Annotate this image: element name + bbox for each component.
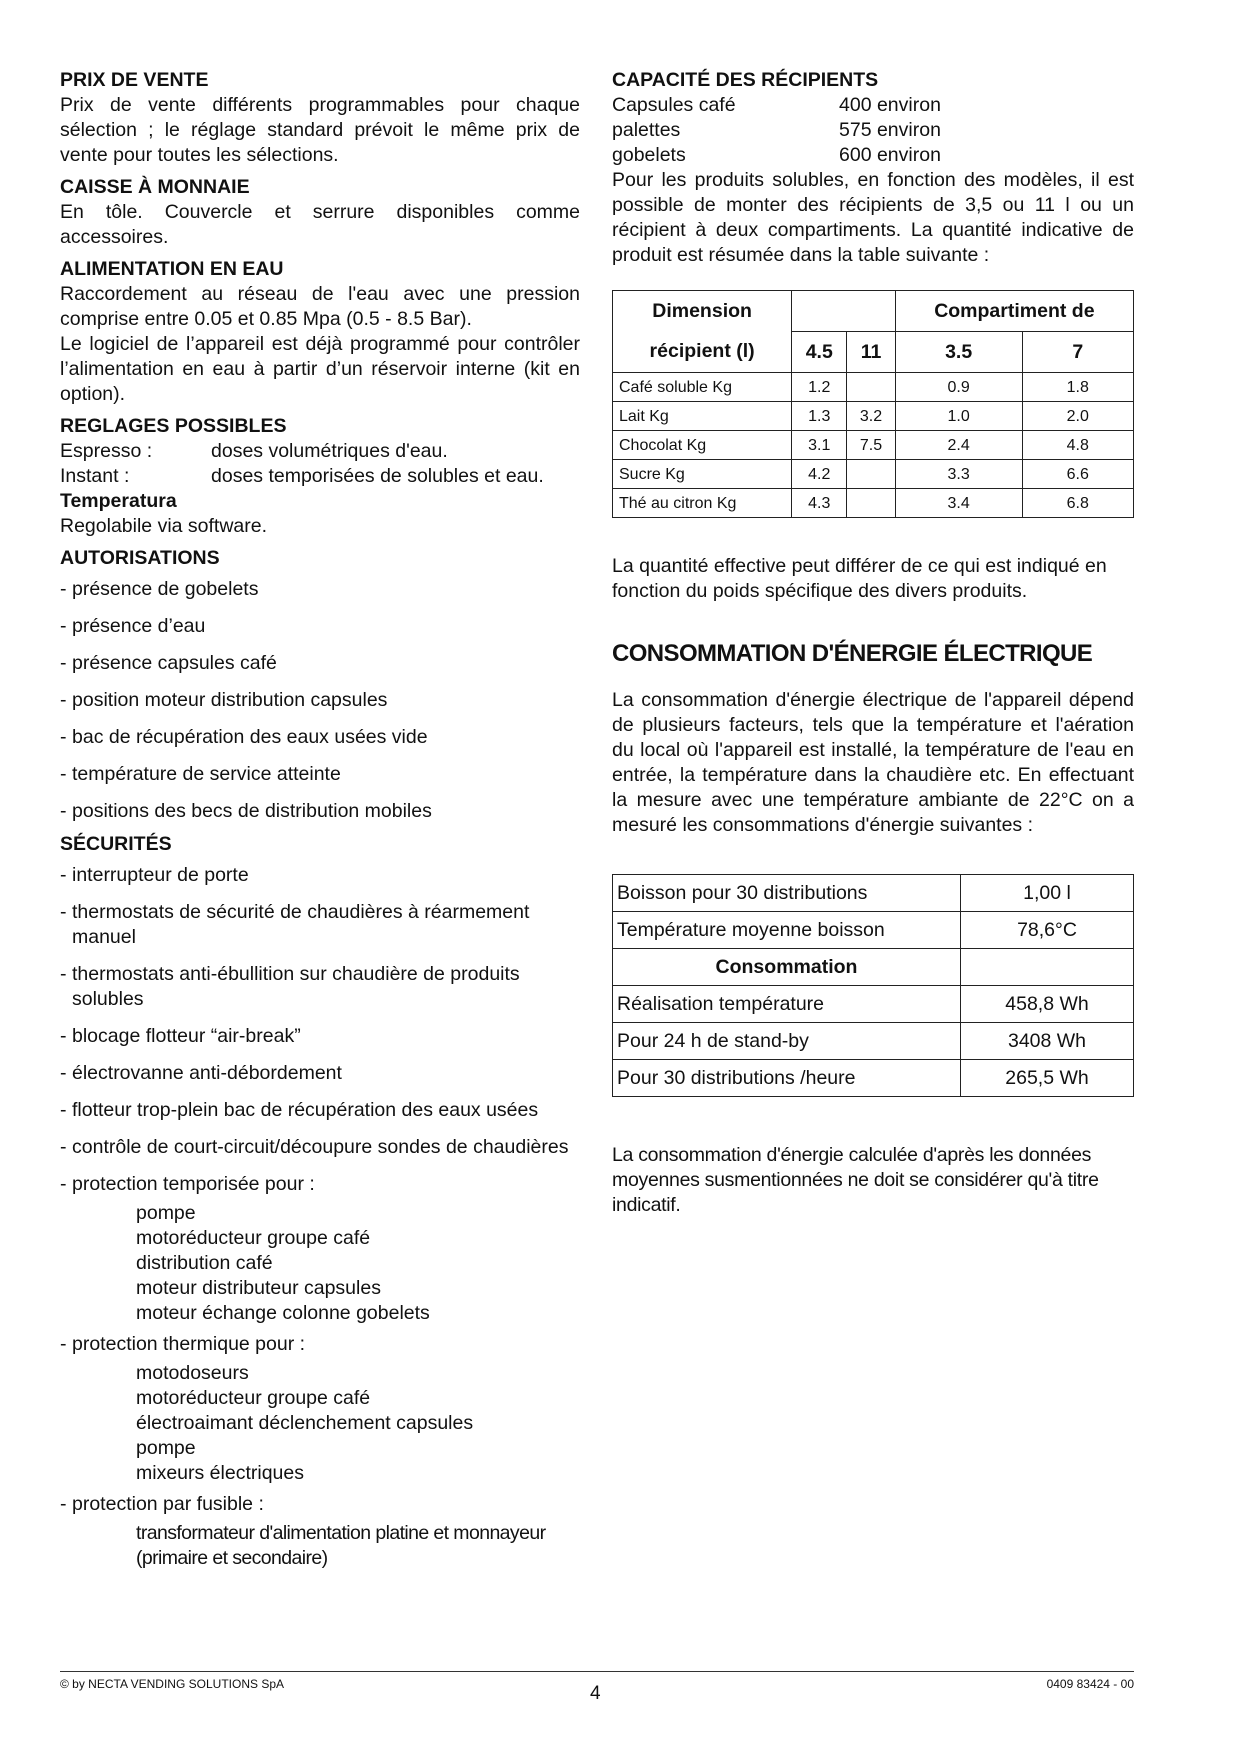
reglage-key: Instant : bbox=[60, 465, 130, 487]
header-col: 11 bbox=[847, 332, 895, 373]
sub-item: motodoseurs bbox=[136, 1362, 249, 1384]
sub-list-temporisee bbox=[60, 1201, 580, 1326]
table-row: Réalisation température 458,8 Wh bbox=[613, 986, 1134, 1023]
list-item: - position moteur distribution capsules bbox=[60, 689, 388, 711]
list-item: - température de service atteinte bbox=[60, 763, 341, 785]
heading-energie: CONSOMMATION D'ÉNERGIE ÉLECTRIQUE bbox=[612, 640, 1093, 667]
sub-item: pompe bbox=[136, 1437, 196, 1459]
header-recipient: récipient (l) bbox=[613, 332, 792, 373]
header-dimension: Dimension bbox=[613, 291, 792, 332]
right-column bbox=[612, 68, 1134, 1218]
sub-item: mixeurs électriques bbox=[136, 1462, 304, 1484]
section-prix bbox=[60, 68, 580, 168]
heading-prix: PRIX DE VENTE bbox=[60, 69, 209, 91]
header-col: 4.5 bbox=[792, 332, 847, 373]
header-col: 7 bbox=[1022, 332, 1133, 373]
sub-list-fusible bbox=[60, 1521, 580, 1571]
capacity-row: palettes 575 environ bbox=[612, 119, 941, 141]
sub-item: pompe bbox=[136, 1202, 196, 1224]
list-item: - contrôle de court-circuit/découpure sondes de chaudières bbox=[60, 1136, 569, 1158]
capacite-text: Pour les produits solubles, en fonction des modèles, il est possible de monter des récipients de 3,5 ou 11 l ou un récipient à deux compartiments. La quantité indicative de produit est résumée dans la table suivante : bbox=[612, 169, 1134, 266]
section-reglages bbox=[60, 414, 580, 539]
temperatura-text: Regolabile via software. bbox=[60, 515, 268, 537]
list-item: - thermostats de sécurité de chaudières à réarmement manuel bbox=[60, 901, 530, 948]
capacity-row: Capsules café 400 environ bbox=[612, 94, 941, 116]
page-number: 4 bbox=[590, 1683, 601, 1704]
prix-text: Prix de vente différents programmables pour chaque sélection ; le réglage standard prévoit le même prix de vente pour toutes les sélections. bbox=[60, 94, 580, 166]
sub-item: moteur distributeur capsules bbox=[136, 1277, 381, 1299]
sub-item: motoréducteur groupe café bbox=[136, 1387, 371, 1409]
section-securites bbox=[60, 832, 580, 1571]
heading-autorisations: AUTORISATIONS bbox=[60, 547, 220, 569]
table-row: Température moyenne boisson 78,6°C bbox=[613, 912, 1134, 949]
heading-reglages: REGLAGES POSSIBLES bbox=[60, 415, 287, 437]
alimentation-text-2: Le logiciel de l’appareil est déjà programmé pour contrôler l’alimentation en eau à partir d’un réservoir interne (kit en option). bbox=[60, 333, 580, 405]
table-row: Café soluble Kg 1.2 0.9 1.8 bbox=[613, 373, 1134, 402]
left-column bbox=[60, 68, 580, 1578]
document-code: 0409 83424 - 00 bbox=[1046, 1677, 1134, 1691]
energy-table bbox=[612, 874, 1134, 1097]
footer-divider bbox=[60, 1671, 1134, 1672]
section-caisse bbox=[60, 175, 580, 250]
energie-note: La consommation d'énergie calculée d'après les données moyennes susmentionnées ne doit se considérer qu'à titre indicatif. bbox=[612, 1144, 1099, 1216]
energie-text: La consommation d'énergie électrique de l'appareil dépend de plusieurs facteurs, tels que la température et l'aération du local où l'appareil est installé, la température de l'eau en entrée, la température dans la chaudière etc. En effectuant la mesure avec une température ambiante de 22°C on a mesuré les consommations d'énergie suivantes : bbox=[612, 689, 1134, 836]
sub-item: transformateur d'alimentation platine et monnayeur (primaire et secondaire) bbox=[136, 1522, 546, 1569]
list-item: - positions des becs de distribution mobiles bbox=[60, 800, 432, 822]
temperatura-label: Temperatura bbox=[60, 490, 177, 512]
list-item: - présence de gobelets bbox=[60, 578, 259, 600]
heading-capacite: CAPACITÉ DES RÉCIPIENTS bbox=[612, 69, 879, 91]
sub-item: électroaimant déclenchement capsules bbox=[136, 1412, 474, 1434]
alimentation-text-1: Raccordement au réseau de l'eau avec une pression comprise entre 0.05 et 0.85 Mpa (0.5 - 8.5 Bar). bbox=[60, 283, 580, 330]
list-item: - protection thermique pour : bbox=[60, 1333, 306, 1355]
list-item: - flotteur trop-plein bac de récupération des eaux usées bbox=[60, 1099, 539, 1121]
table-row: Consommation bbox=[613, 949, 1134, 986]
list-item: - bac de récupération des eaux usées vide bbox=[60, 726, 428, 748]
sub-list-thermique bbox=[60, 1361, 580, 1486]
footer-copyright: © by NECTA VENDING SOLUTIONS SpA bbox=[60, 1677, 285, 1691]
list-item: - blocage flotteur “air-break” bbox=[60, 1025, 301, 1047]
list-item: - présence capsules café bbox=[60, 652, 277, 674]
list-item: - protection par fusible : bbox=[60, 1493, 264, 1515]
table-row: Chocolat Kg 3.1 7.5 2.4 4.8 bbox=[613, 431, 1134, 460]
list-item: - protection temporisée pour : bbox=[60, 1173, 315, 1195]
reglage-value: doses volumétriques d'eau. bbox=[211, 440, 448, 462]
table-row: Sucre Kg 4.2 3.3 6.6 bbox=[613, 460, 1134, 489]
capacity-table bbox=[612, 290, 1134, 518]
table-row: Thé au citron Kg 4.3 3.4 6.8 bbox=[613, 489, 1134, 518]
capacity-row: gobelets 600 environ bbox=[612, 144, 941, 166]
list-item: - interrupteur de porte bbox=[60, 864, 249, 886]
table-row: Pour 24 h de stand-by 3408 Wh bbox=[613, 1023, 1134, 1060]
header-col: 3.5 bbox=[895, 332, 1022, 373]
heading-securites: SÉCURITÉS bbox=[60, 833, 172, 855]
list-item: - thermostats anti-ébullition sur chaudière de produits solubles bbox=[60, 963, 520, 1010]
table-row: Boisson pour 30 distributions 1,00 l bbox=[613, 875, 1134, 912]
caisse-text: En tôle. Couvercle et serrure disponibles comme accessoires. bbox=[60, 201, 580, 248]
table-row: Lait Kg 1.3 3.2 1.0 2.0 bbox=[613, 402, 1134, 431]
sub-item: moteur échange colonne gobelets bbox=[136, 1302, 430, 1324]
section-autorisations bbox=[60, 546, 580, 824]
reglage-row bbox=[60, 439, 580, 464]
section-alimentation bbox=[60, 257, 580, 407]
reglage-key: Espresso : bbox=[60, 440, 153, 462]
list-item: - électrovanne anti-débordement bbox=[60, 1062, 342, 1084]
capacity-note: La quantité effective peut différer de ce qui est indiqué en fonction du poids spécifique des divers produits. bbox=[612, 555, 1107, 602]
list-item: - présence d’eau bbox=[60, 615, 206, 637]
reglage-row bbox=[60, 464, 580, 489]
reglage-value: doses temporisées de solubles et eau. bbox=[211, 465, 544, 487]
sub-item: distribution café bbox=[136, 1252, 273, 1274]
header-compartiment: Compartiment de bbox=[895, 291, 1133, 332]
sub-item: motoréducteur groupe café bbox=[136, 1227, 371, 1249]
heading-alimentation: ALIMENTATION EN EAU bbox=[60, 258, 284, 280]
table-row: Pour 30 distributions /heure 265,5 Wh bbox=[613, 1060, 1134, 1097]
heading-caisse: CAISSE À MONNAIE bbox=[60, 176, 250, 198]
